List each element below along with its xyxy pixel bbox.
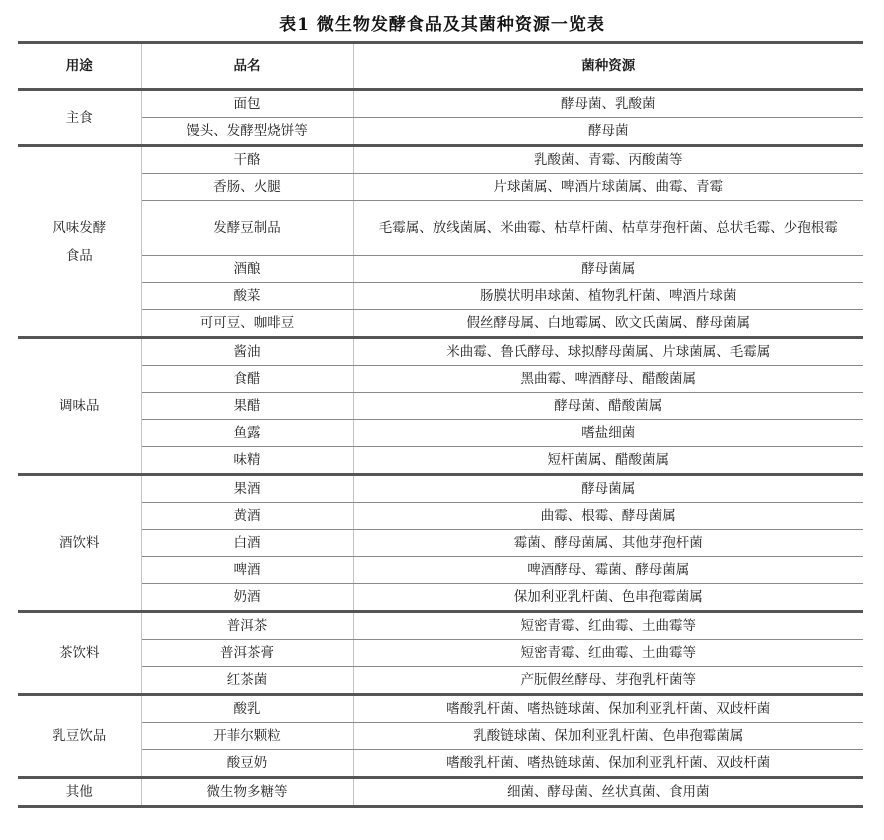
use-cell: 茶饮料 — [18, 612, 141, 695]
header-row — [18, 43, 863, 90]
source-cell: 乳酸链球菌、保加利亚乳杆菌、色串孢霉菌属 — [353, 723, 863, 750]
name-cell: 香肠、火腿 — [141, 174, 353, 201]
source-cell: 产朊假丝酵母、芽孢乳杆菌等 — [353, 667, 863, 695]
name-cell: 普洱茶膏 — [141, 640, 353, 667]
table-row — [18, 447, 863, 475]
name-cell: 白酒 — [141, 530, 353, 557]
table-row — [18, 750, 863, 778]
source-cell: 毛霉属、放线菌属、米曲霉、枯草杆菌、枯草芽孢杆菌、总状毛霉、少孢根霉 — [353, 201, 863, 256]
source-cell: 霉菌、酵母菌属、其他芽孢杆菌 — [353, 530, 863, 557]
source-cell: 酵母菌、醋酸菌属 — [353, 393, 863, 420]
source-cell: 酵母菌属 — [353, 256, 863, 283]
table-row — [18, 612, 863, 640]
source-cell: 嗜酸乳杆菌、嗜热链球菌、保加利亚乳杆菌、双歧杆菌 — [353, 695, 863, 723]
name-cell: 可可豆、咖啡豆 — [141, 310, 353, 338]
name-cell: 干酪 — [141, 146, 353, 174]
source-cell: 曲霉、根霉、酵母菌属 — [353, 503, 863, 530]
table-row — [18, 667, 863, 695]
name-cell: 黄酒 — [141, 503, 353, 530]
name-cell: 开菲尔颗粒 — [141, 723, 353, 750]
source-cell: 嗜酸乳杆菌、嗜热链球菌、保加利亚乳杆菌、双歧杆菌 — [353, 750, 863, 778]
name-cell: 馒头、发酵型烧饼等 — [141, 118, 353, 146]
table-row — [18, 420, 863, 447]
name-cell: 食醋 — [141, 366, 353, 393]
table-body — [18, 90, 863, 807]
name-cell: 果醋 — [141, 393, 353, 420]
source-cell: 短密青霉、红曲霉、土曲霉等 — [353, 612, 863, 640]
table-row — [18, 90, 863, 118]
source-cell: 短密青霉、红曲霉、土曲霉等 — [353, 640, 863, 667]
use-cell: 其他 — [18, 778, 141, 807]
use-cell: 主食 — [18, 90, 141, 146]
table-title: 表1 微生物发酵食品及其菌种资源一览表 — [279, 15, 605, 35]
table-row — [18, 778, 863, 807]
source-cell: 细菌、酵母菌、丝状真菌、食用菌 — [353, 778, 863, 807]
header-source: 菌种资源 — [353, 43, 863, 90]
name-cell: 发酵豆制品 — [141, 201, 353, 256]
table-row — [18, 118, 863, 146]
table-row — [18, 584, 863, 612]
use-cell: 调味品 — [18, 338, 141, 475]
source-cell: 米曲霉、鲁氏酵母、球拟酵母菌属、片球菌属、毛霉属 — [353, 338, 863, 366]
header-use: 用途 — [18, 43, 141, 90]
source-cell: 酵母菌、乳酸菌 — [353, 90, 863, 118]
use-cell: 酒饮料 — [18, 475, 141, 612]
table-row — [18, 695, 863, 723]
use-cell: 乳豆饮品 — [18, 695, 141, 778]
table-row — [18, 256, 863, 283]
name-cell: 酸豆奶 — [141, 750, 353, 778]
table-row — [18, 283, 863, 310]
source-cell: 酵母菌属 — [353, 475, 863, 503]
name-cell: 果酒 — [141, 475, 353, 503]
source-cell: 肠膜状明串球菌、植物乳杆菌、啤酒片球菌 — [353, 283, 863, 310]
table-row — [18, 640, 863, 667]
name-cell: 酱油 — [141, 338, 353, 366]
name-cell: 奶酒 — [141, 584, 353, 612]
table-row — [18, 338, 863, 366]
table-row — [18, 557, 863, 584]
name-cell: 啤酒 — [141, 557, 353, 584]
table-row — [18, 530, 863, 557]
table-row — [18, 393, 863, 420]
source-cell: 啤酒酵母、霉菌、酵母菌属 — [353, 557, 863, 584]
source-cell: 保加利亚乳杆菌、色串孢霉菌属 — [353, 584, 863, 612]
microbe-table — [18, 41, 863, 808]
table-row — [18, 174, 863, 201]
source-cell: 嗜盐细菌 — [353, 420, 863, 447]
source-cell: 短杆菌属、醋酸菌属 — [353, 447, 863, 475]
name-cell: 味精 — [141, 447, 353, 475]
source-cell: 酵母菌 — [353, 118, 863, 146]
table-row — [18, 146, 863, 174]
source-cell: 黑曲霉、啤酒酵母、醋酸菌属 — [353, 366, 863, 393]
table-row — [18, 310, 863, 338]
table-row — [18, 366, 863, 393]
name-cell: 普洱茶 — [141, 612, 353, 640]
use-cell: 风味发酵食品 — [18, 146, 141, 338]
name-cell: 酒酿 — [141, 256, 353, 283]
table-row — [18, 723, 863, 750]
header-name: 品名 — [141, 43, 353, 90]
name-cell: 微生物多糖等 — [141, 778, 353, 807]
name-cell: 酸菜 — [141, 283, 353, 310]
source-cell: 乳酸菌、青霉、丙酸菌等 — [353, 146, 863, 174]
table-row — [18, 201, 863, 256]
source-cell: 片球菌属、啤酒片球菌属、曲霉、青霉 — [353, 174, 863, 201]
name-cell: 酸乳 — [141, 695, 353, 723]
name-cell: 面包 — [141, 90, 353, 118]
name-cell: 红茶菌 — [141, 667, 353, 695]
table-container — [18, 41, 863, 808]
name-cell: 鱼露 — [141, 420, 353, 447]
table-row — [18, 475, 863, 503]
table-row — [18, 503, 863, 530]
source-cell: 假丝酵母属、白地霉属、欧文氏菌属、酵母菌属 — [353, 310, 863, 338]
